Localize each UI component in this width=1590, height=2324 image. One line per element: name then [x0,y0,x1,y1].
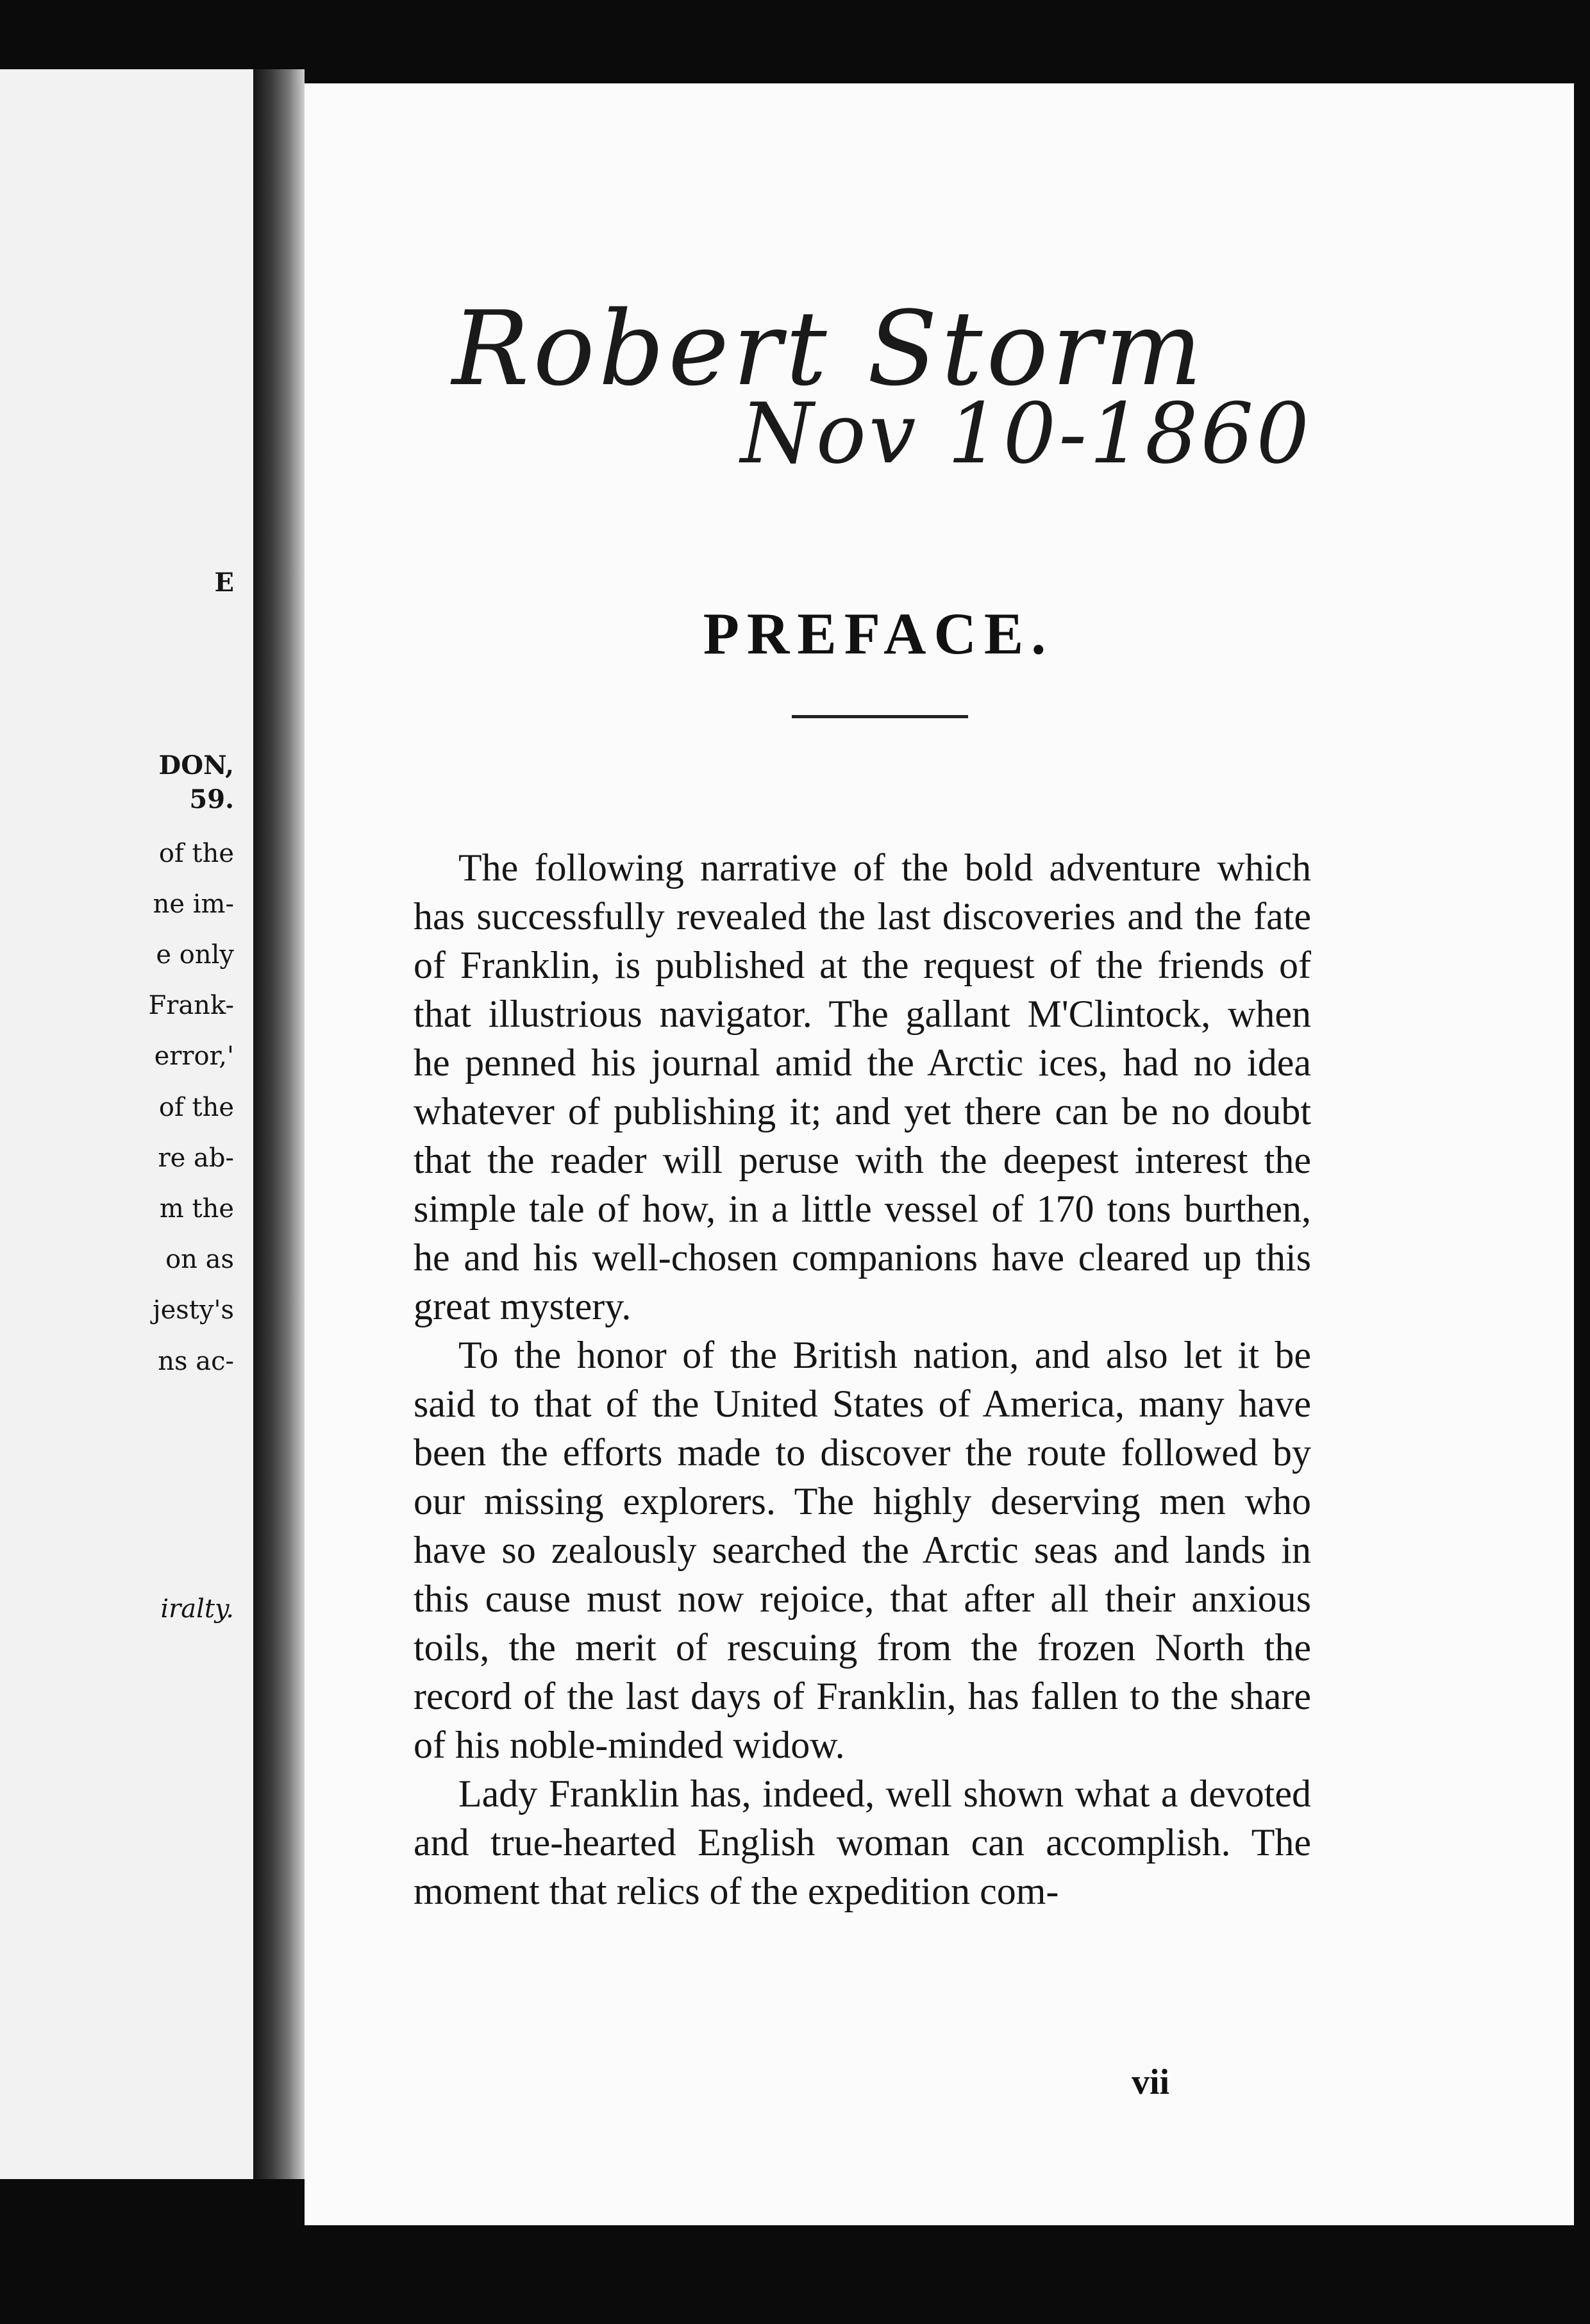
left-page-fragment: of the [158,1093,234,1122]
preface-body [414,843,1311,1916]
left-page-fragment: 59. [189,784,234,814]
paragraph: To the honor of the British nation, and also let it be said to that of the United States of America, many have been the efforts made to discover the route followed by our missing explorers. The highly deserving men who have so zealously searched the Arctic seas and lands in this cause must now rejoice, that after all their anxious toils, the merit of rescuing from the frozen North the record of the last days of Franklin, has fallen to the share of his noble-minded widow. [414,1334,1311,1766]
left-page-fragment: m the [159,1194,234,1224]
page-title: PREFACE. [703,601,1054,666]
handwritten-signature-date: Nov 10-1860 [741,385,1312,482]
left-page-fragment: e only [156,940,234,970]
facing-page-left [0,69,253,2179]
handwritten-signature-name: Robert Storm [452,289,1206,408]
left-page-fragment: on as [165,1245,234,1274]
left-page-fragment: re ab- [158,1143,234,1173]
preface-page [305,83,1574,2225]
left-page-fragment: error,' [154,1041,234,1071]
left-page-fragment: ns ac- [158,1347,234,1376]
left-page-fragment: ne im- [153,889,234,919]
left-page-fragment: DON, [158,750,234,780]
book-gutter [253,69,305,2179]
title-divider [792,715,968,718]
paragraph: Lady Franklin has, indeed, well shown what a devoted and true-hearted English woman can accomplish. The moment that relics of the expedition com- [414,1772,1311,1912]
left-page-fragment: of the [158,839,234,868]
left-page-fragment: jesty's [153,1295,234,1325]
paragraph: The following narrative of the bold adventure which has successfully revealed the last discoveries and the fate of Franklin, is published at the request of the friends of that illustrious navigator. The gallant M'Clintock, when he penned his journal amid the Arctic ices, had no idea whatever of publishing it; and yet there can be no doubt that the reader will peruse with the deepest interest the simple tale of how, in a little vessel of 170 tons burthen, he and his well-chosen companions have cleared up this great mystery. [414,846,1311,1327]
left-page-fragment: E [214,568,234,598]
left-page-fragment: iralty. [160,1594,234,1624]
left-page-fragment: Frank- [148,991,234,1020]
page-number: vii [1132,2062,1170,2102]
